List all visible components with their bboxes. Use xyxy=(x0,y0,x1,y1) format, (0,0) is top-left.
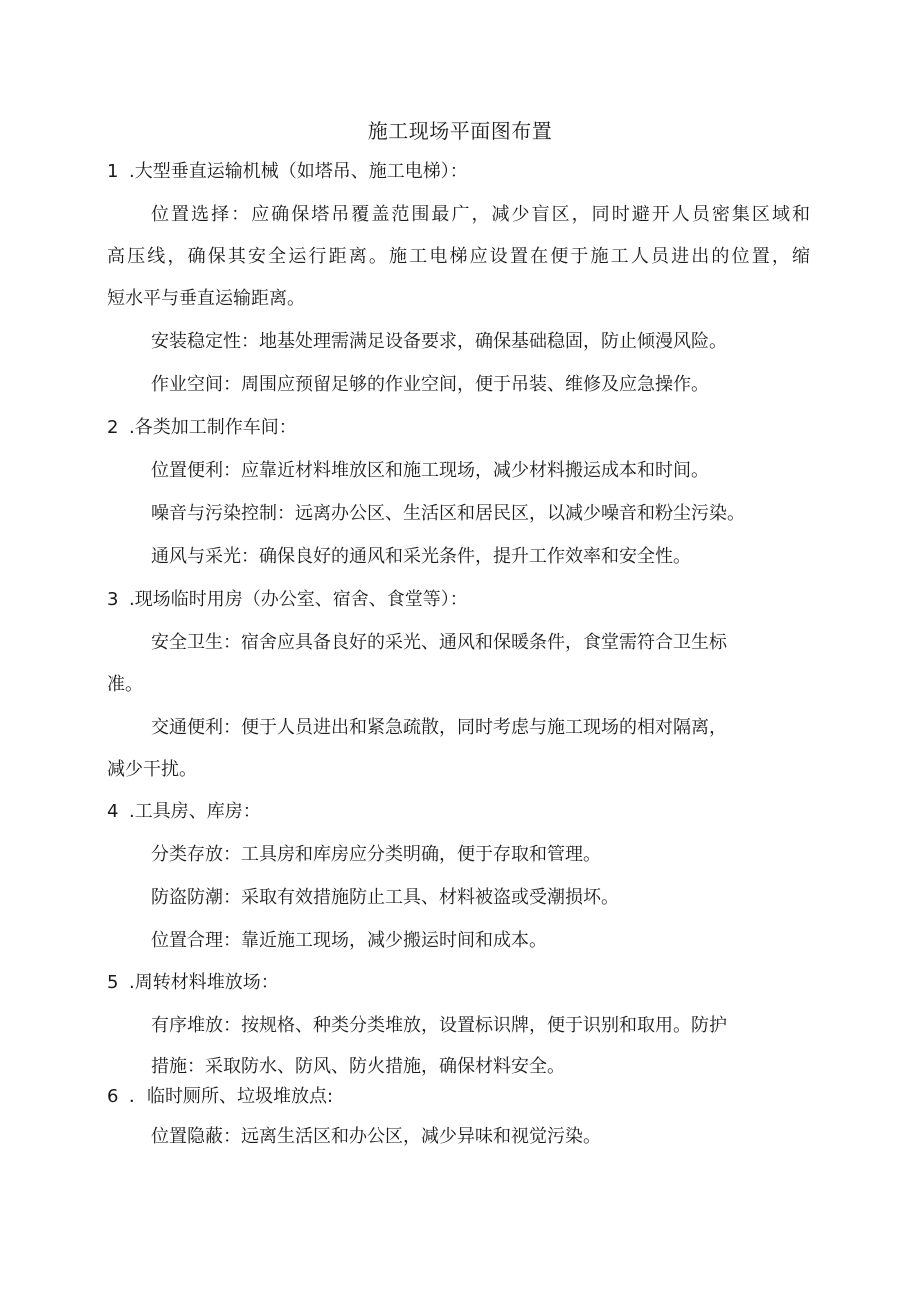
paragraph-line: 安装稳定性：地基处理需满足设备要求，确保基础稳固，防止倾漫风险。 xyxy=(151,331,727,352)
paragraph-line: 有序堆放：按规格、种类分类堆放，设置标识牌，便于识别和取用。防护 xyxy=(151,1015,727,1036)
section-heading-text: ．临时厕所、垃圾堆放点: xyxy=(129,1086,334,1107)
paragraph-line: 位置合理：靠近施工现场，减少搬运时间和成本。 xyxy=(151,930,547,951)
section-heading-text: .工具房、库房： xyxy=(129,801,261,822)
section-number: 6 xyxy=(107,1086,119,1107)
section-number: 3 xyxy=(107,589,119,610)
page-title: 施工现场平面图布置 xyxy=(367,119,553,143)
paragraph-line: 措施：采取防水、防风、防火措施，确保材料安全。 xyxy=(151,1056,565,1077)
paragraph-line: 通风与采光：确保良好的通风和采光条件，提升工作效率和安全性。 xyxy=(151,546,691,567)
section-heading-text: .现场临时用房（办公室、宿舍、食堂等）： xyxy=(129,589,468,610)
paragraph-line: 位置选择：应确保塔吊覆盖范围最广，减少盲区，同时避开人员密集区域和 xyxy=(151,204,810,225)
paragraph-line: 作业空间：周围应预留足够的作业空间，便于吊装、维修及应急操作。 xyxy=(151,374,709,395)
section-number: 1 xyxy=(107,161,119,182)
section-number: 5 xyxy=(107,972,119,993)
section-heading xyxy=(107,588,468,612)
section-heading xyxy=(107,1085,333,1109)
paragraph-line: 减少干扰。 xyxy=(107,759,197,780)
paragraph-line: 噪音与污染控制：远离办公区、生活区和居民区，以减少噪音和粉尘污染。 xyxy=(151,503,745,524)
section-heading-text: .各类加工制作车间： xyxy=(129,417,297,438)
section-heading xyxy=(107,971,279,995)
paragraph-line: 位置隐蔽：远离生活区和办公区，减少异味和视觉污染。 xyxy=(151,1126,601,1147)
paragraph-line: 分类存放：工具房和库房应分类明确，便于存取和管理。 xyxy=(151,844,601,865)
section-number: 2 xyxy=(107,417,119,438)
paragraph-line: 防盗防潮：采取有效措施防止工具、材料被盗或受潮损坏。 xyxy=(151,887,619,908)
section-heading-text: .周转材料堆放场： xyxy=(129,972,279,993)
paragraph-line: 交通便利：便于人员进出和紧急疏散，同时考虑与施工现场的相对隔离， xyxy=(151,717,727,738)
paragraph-line: 安全卫生：宿舍应具备良好的采光、通风和保暖条件，食堂需符合卫生标 xyxy=(151,632,727,653)
paragraph-line: 准。 xyxy=(107,674,143,695)
section-heading xyxy=(107,160,468,184)
section-heading-text: .大型垂直运输机械（如塔吊、施工电梯）： xyxy=(129,161,468,182)
paragraph-line: 短水平与垂直运输距离。 xyxy=(107,288,305,309)
section-heading xyxy=(107,800,261,824)
paragraph-line: 高压线，确保其安全运行距离。施工电梯应设置在便于施工人员进出的位置，缩 xyxy=(107,246,810,267)
paragraph-line: 位置便利：应靠近材料堆放区和施工现场，减少材料搬运成本和时间。 xyxy=(151,460,709,481)
section-number: 4 xyxy=(107,801,119,822)
section-heading xyxy=(107,416,297,440)
